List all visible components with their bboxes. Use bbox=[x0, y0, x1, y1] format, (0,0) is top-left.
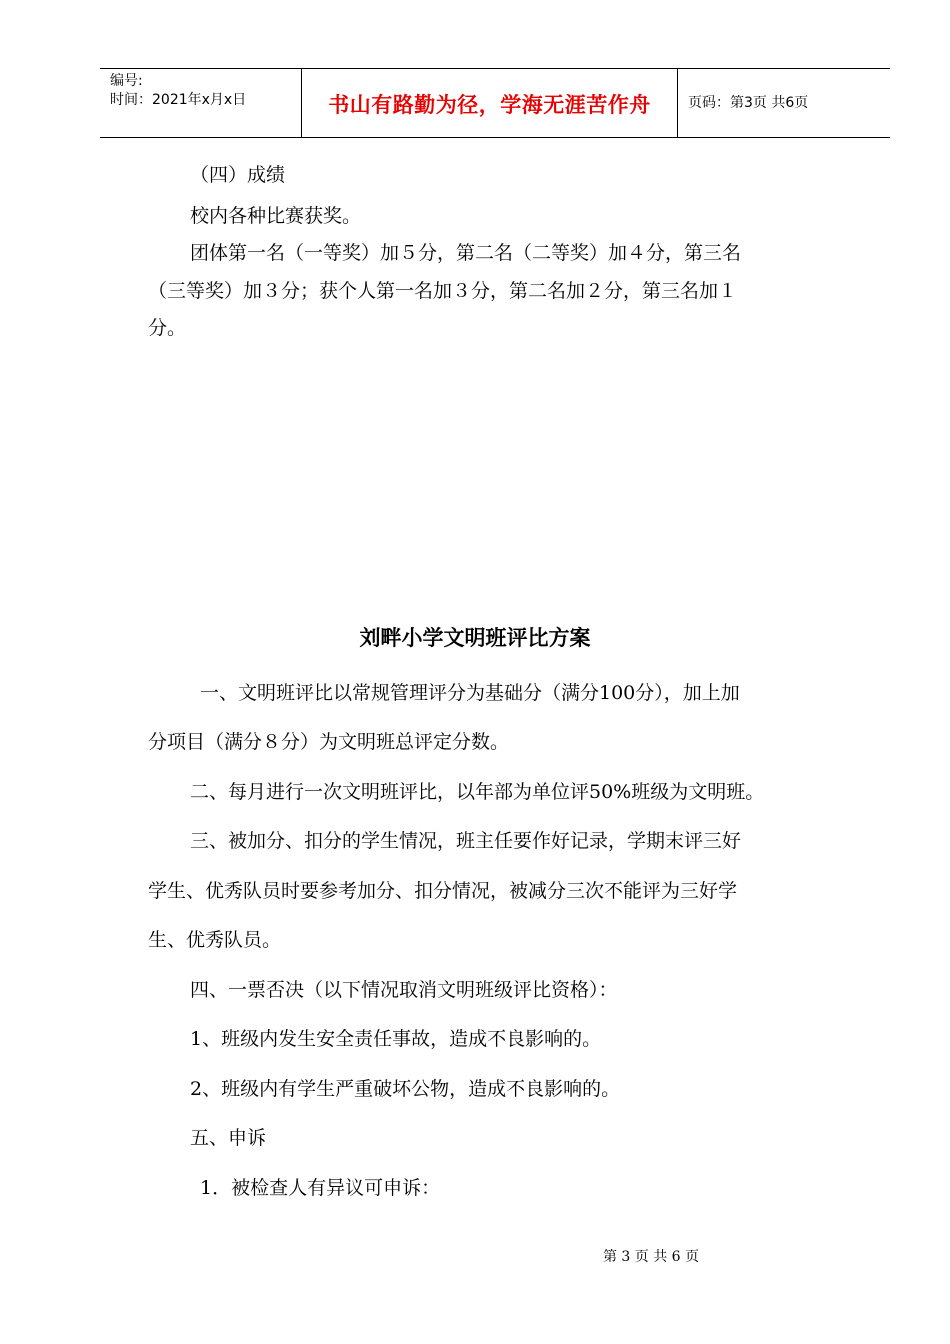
grades-line: 校内各种比赛获奖。 bbox=[190, 205, 362, 227]
plan-item-line: 五、申诉 bbox=[190, 1127, 267, 1149]
plan-title: 刘畔小学文明班评比方案 bbox=[359, 626, 591, 650]
page-indicator: 页码：第3页 共6页 bbox=[688, 95, 809, 111]
header-page-cell bbox=[678, 69, 890, 137]
header-meta-cell bbox=[100, 69, 302, 137]
header-motto-cell bbox=[302, 69, 678, 137]
grades-paragraph-line: 分。 bbox=[148, 317, 187, 339]
page-footer: 第 3 页 共 6 页 bbox=[602, 1249, 700, 1265]
page-header bbox=[100, 68, 890, 138]
plan-item-line: 二、每月进行一次文明班评比，以年部为单位评50%班级为文明班。 bbox=[190, 781, 765, 803]
plan-item-line: 四、一票否决（以下情况取消文明班级评比资格）： bbox=[190, 979, 618, 1001]
plan-item-line: 学生、优秀队员时要参考加分、扣分情况，被减分三次不能评为三好学 bbox=[148, 880, 738, 902]
plan-item-line: 一、文明班评比以常规管理评分为基础分（满分100分），加上加 bbox=[200, 682, 740, 704]
grades-paragraph-line: 团体第一名（一等奖）加５分，第二名（二等奖）加４分，第三名 bbox=[190, 242, 742, 264]
motto-text: 书山有路勤为径，学海无涯苦作舟 bbox=[328, 93, 651, 117]
time-label: 时间：2021年x月x日 bbox=[110, 92, 247, 108]
section-heading-grades: （四）成绩 bbox=[190, 164, 286, 186]
plan-item-line: 分项目（满分８分）为文明班总评定分数。 bbox=[148, 731, 510, 753]
plan-item-line: 2、班级内有学生严重破坏公物，造成不良影响的。 bbox=[190, 1078, 621, 1100]
plan-item-line: 生、优秀队员。 bbox=[148, 929, 282, 951]
plan-item-line: 三、被加分、扣分的学生情况，班主任要作好记录，学期末评三好 bbox=[190, 830, 742, 852]
plan-item-line: 1．被检查人有异议可申诉： bbox=[200, 1177, 441, 1199]
number-label: 编号: bbox=[110, 73, 143, 89]
plan-item-line: 1、班级内发生安全责任事故，造成不良影响的。 bbox=[190, 1028, 602, 1050]
grades-paragraph-line: （三等奖）加３分；获个人第一名加３分，第二名加２分，第三名加１ bbox=[148, 280, 738, 302]
